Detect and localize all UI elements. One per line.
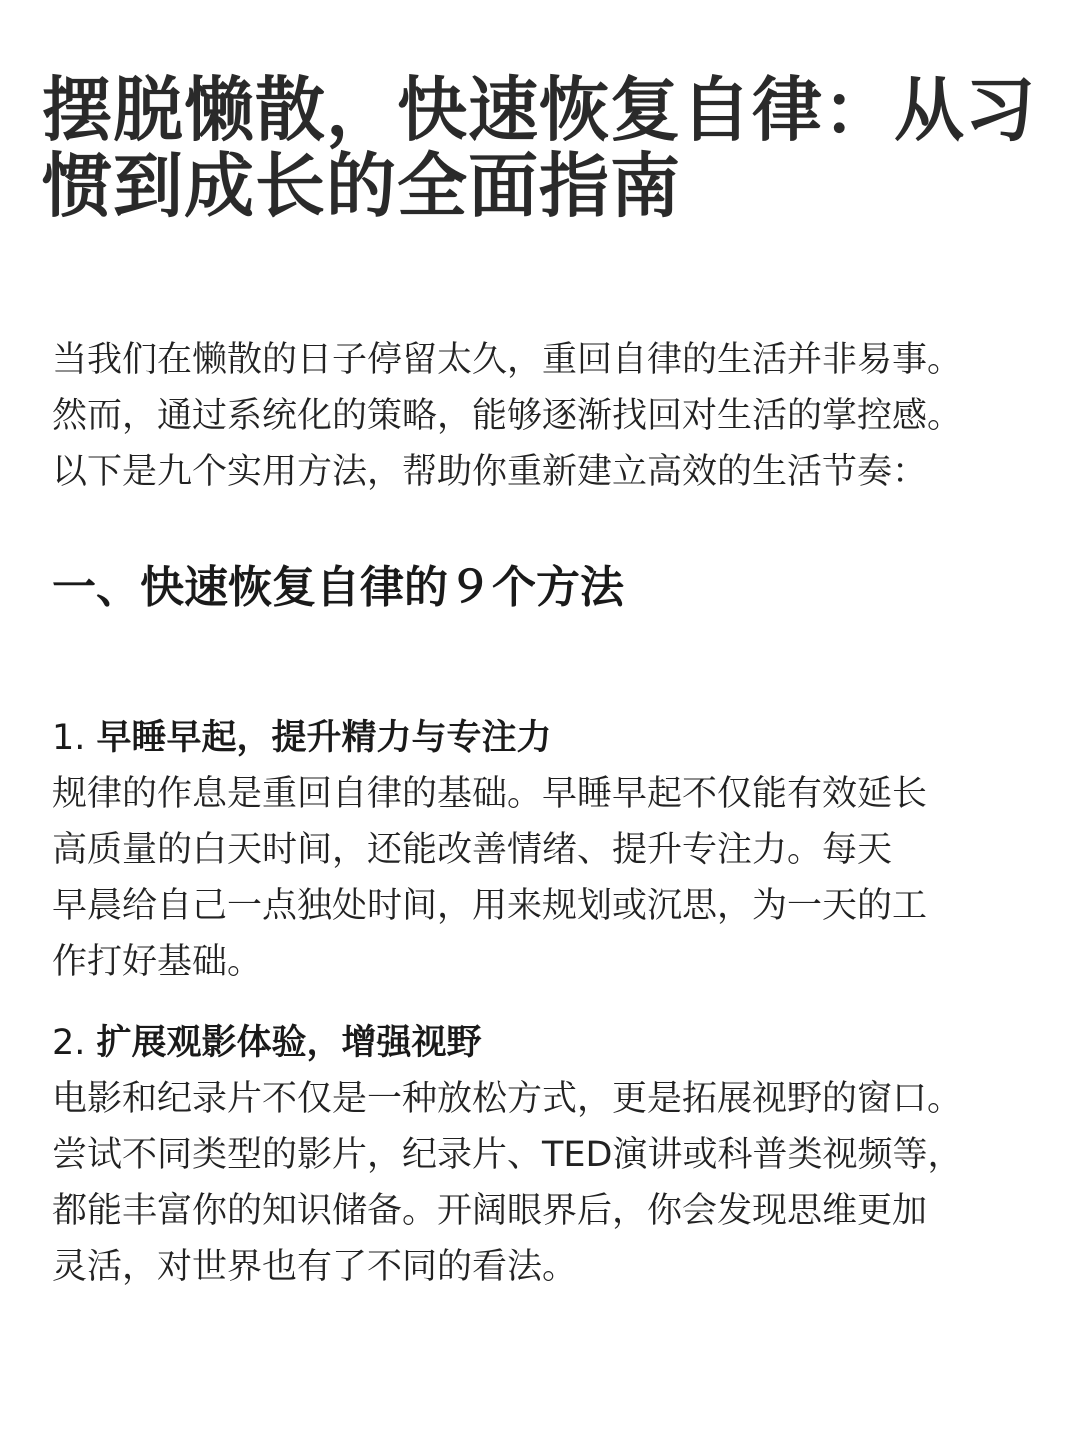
method-body-line: 电影和纪录片不仅是一种放松方式，更是拓展视野的窗口。 bbox=[52, 1079, 963, 1119]
method-heading bbox=[52, 710, 1052, 766]
method-number: 1. bbox=[52, 718, 86, 758]
method-body-line: 早晨给自己一点独处时间，用来规划或沉思，为一天的工 bbox=[52, 886, 928, 926]
method-title: 扩展观影体验，增强视野 bbox=[96, 1023, 482, 1063]
method-body-line: 规律的作息是重回自律的基础。早睡早起不仅能有效延长 bbox=[52, 774, 928, 814]
intro-line: 以下是九个实用方法，帮助你重新建立高效的生活节奏： bbox=[52, 452, 928, 492]
method-item-1 bbox=[52, 710, 1052, 990]
method-body bbox=[52, 1071, 1052, 1295]
method-title: 早睡早起，提升精力与专注力 bbox=[96, 718, 552, 758]
intro-line: 当我们在懒散的日子停留太久，重回自律的生活并非易事。 bbox=[52, 340, 963, 380]
intro-paragraph bbox=[52, 332, 1062, 500]
method-body-line: 作打好基础。 bbox=[52, 942, 263, 982]
method-heading bbox=[52, 1015, 1052, 1071]
method-body-line: 都能丰富你的知识储备。开阔眼界后，你会发现思维更加 bbox=[52, 1191, 928, 1231]
section-heading: 一、快速恢复自律的９个方法 bbox=[52, 562, 624, 613]
article-title: 摆脱懒散，快速恢复自律：从习惯到成长的全面指南 bbox=[42, 69, 1036, 227]
method-item-2 bbox=[52, 1015, 1052, 1295]
intro-line: 然而，通过系统化的策略，能够逐渐找回对生活的掌控感。 bbox=[52, 396, 963, 436]
method-number: 2. bbox=[52, 1023, 86, 1063]
method-body-line: 高质量的白天时间，还能改善情绪、提升专注力。每天 bbox=[52, 830, 893, 870]
method-body bbox=[52, 766, 1052, 990]
method-body-line: 灵活，对世界也有了不同的看法。 bbox=[52, 1247, 578, 1287]
method-body-line: 尝试不同类型的影片，纪录片、TED演讲或科普类视频等， bbox=[52, 1135, 963, 1175]
